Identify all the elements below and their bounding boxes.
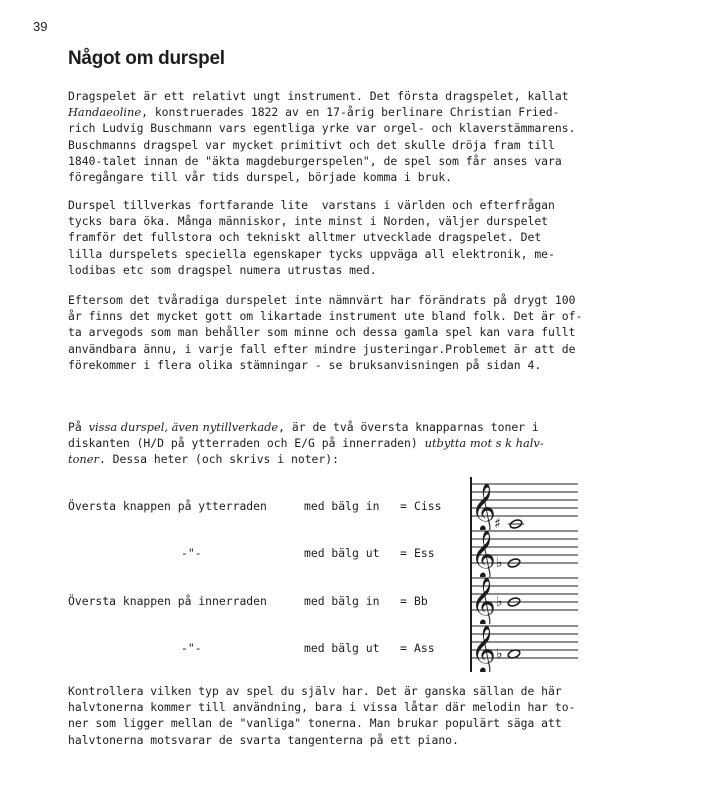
- note-row-1-bellows: med bälg in: [304, 499, 380, 513]
- paragraph-history: [68, 88, 658, 185]
- flat-icon: ♭: [496, 594, 503, 610]
- p1-italic: Handaeoline: [68, 105, 142, 120]
- page-number: 39: [33, 19, 48, 34]
- note-row-2-eq: =: [400, 546, 407, 560]
- note-row-2-bellows: med bälg ut: [304, 546, 380, 560]
- staff-bb: [468, 572, 580, 624]
- staff-ciss: [468, 478, 580, 530]
- p4-italic-1: vissa durspel, även nytillverkade: [88, 420, 279, 434]
- staff-ass: [468, 620, 580, 672]
- note-row-4-label: -"-: [181, 641, 202, 655]
- p4-text-b: , är de två översta knapparnas toner i diskanten (H/D på ytterraden och E/G på innerraden): [68, 420, 539, 451]
- note-row-3-eq: =: [400, 594, 407, 608]
- paragraph-tunings: Eftersom det tvåradiga durspelet inte nämnvärt har förändrats på drygt 100 år finns det mycket gott om likartade instrument ute bland folk. Det är of- ta arvegods som man behåller som minne och dessa gamla spel kan vara fullt användbara ännu, i varje fall efter mindre justeringar.Problemet är att de förekommer i flera olika stämningar - se bruksanvisningen på sidan 4.: [68, 293, 583, 372]
- paragraph-semitones: [68, 419, 658, 468]
- section-title: Något om durspel: [68, 48, 225, 69]
- note-row-2-label: -"-: [181, 546, 202, 560]
- note-row-1-eq: =: [400, 499, 407, 513]
- paragraph-manufacture: Durspel tillverkas fortfarande lite varstans i världen och efterfrågan tycks bara öka. Många människor, inte minst i Norden, väljer durspelet framför det fullstora och tekniskt alltmer utvecklade dragspelet. Det lilla durspelets speciella egenskaper tycks uppväga all elektronik, me- lodibas etc som dragspel numera utrustas med.: [68, 198, 555, 277]
- paragraph-check: Kontrollera vilken typ av spel du själv har. Det är ganska sällan de här halvtonerna kommer till användning, bara i vissa låtar där melodin har to- ner som ligger mellan de "vanliga" tonerna. Man brukar populärt säga att halvtonerna motsvarar de svarta tangenterna på ett piano.: [68, 684, 576, 747]
- p1-text-a: Dragspelet är ett relativt ungt instrument. Det första dragspelet, kallat: [68, 89, 569, 103]
- note-row-4-bellows: med bälg ut: [304, 641, 380, 655]
- p4-text-a: På: [68, 420, 89, 434]
- sharp-icon: ♯: [494, 516, 501, 530]
- p4-italic-2: utbytta mot s k halv- toner: [68, 436, 544, 467]
- treble-clef-icon: 𝄞: [471, 624, 496, 672]
- flat-icon: ♭: [496, 646, 503, 662]
- note-row-2-tone: Ess: [414, 546, 435, 560]
- note-row-3-bellows: med bälg in: [304, 594, 380, 608]
- note-row-3-tone: Bb: [414, 594, 428, 608]
- note-row-1-tone: Ciss: [414, 499, 442, 513]
- note-row-4-tone: Ass: [414, 641, 435, 655]
- treble-clef-icon: 𝄞: [471, 576, 496, 624]
- flat-icon: ♭: [496, 555, 503, 571]
- treble-clef-icon: 𝄞: [471, 482, 496, 530]
- p4-text-c: . Dessa heter (och skrivs i noter):: [98, 452, 339, 467]
- p1-text-b: , konstruerades 1822 av en 17-årig berlinare Christian Fried- rich Ludvig Buschmann vars egentliga yrke var orgel- och klaverstämmarens. Buschmanns dragspel var mycket primitivt och det skulle dröja fram till 1840-talet innan de "äkta magdeburgerspelen", de spel som får anses vara föregångare till vår tids durspel, började komma i bruk.: [68, 105, 576, 185]
- note-row-3-label: Översta knappen på innerraden: [68, 594, 267, 608]
- note-row-4-eq: =: [400, 641, 407, 655]
- staff-ess: [468, 525, 580, 577]
- treble-clef-icon: 𝄞: [471, 529, 496, 577]
- note-row-1-label: Översta knappen på ytterraden: [68, 499, 267, 513]
